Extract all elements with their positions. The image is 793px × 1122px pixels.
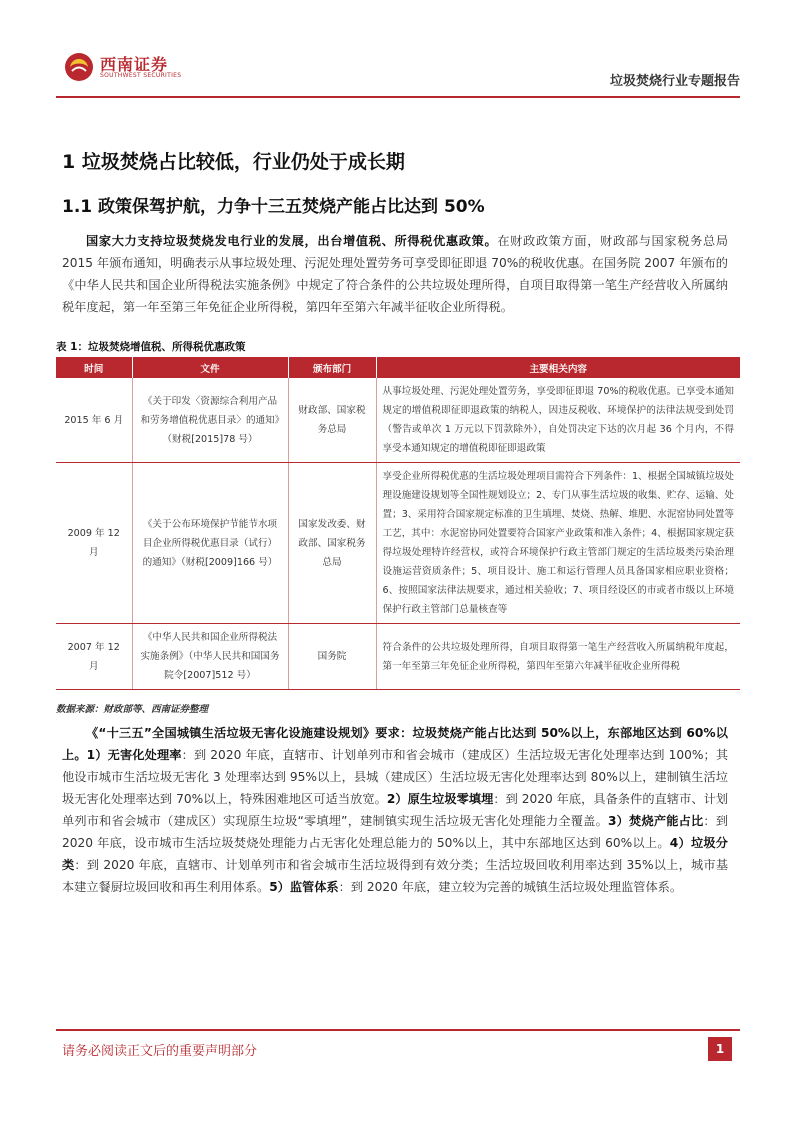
policy-table (56, 357, 740, 690)
goal-text: ：到 2020 年底，设市城市生活垃圾焚烧处理能力占无害化处理总能力的 50%以上，其中东部地区达到 60%以上。 (62, 814, 729, 850)
goal-text: ：到 2020 年底，直辖市、计划单列市和省会城市生活垃圾得到有效分类；生活垃圾回收利用率达到 35%以上，城市基本建立餐厨垃圾回收和再生利用体系。 (62, 858, 729, 894)
cell-document: 《中华人民共和国企业所得税法实施条例》（中华人民共和国国务院令[2007]512 号） (132, 624, 288, 690)
company-logo (64, 50, 184, 86)
cell-time: 2007 年 12 月 (56, 624, 132, 690)
cell-time: 2015 年 6 月 (56, 378, 132, 463)
report-title: 垃圾焚烧行业专题报告 (609, 74, 740, 89)
table-source: 数据来源：财政部等、西南证券整理 (56, 704, 209, 715)
subsection-heading: 1.1 政策保驾护航，力争十三五焚烧产能占比达到 50% (62, 197, 485, 217)
cell-document: 《关于公布环境保护节能节水项目企业所得税优惠目录（试行）的通知》（财税[2009]166 号） (132, 463, 288, 624)
page-number: 1 (708, 1037, 732, 1061)
goal-label: 1）无害化处理率 (86, 748, 182, 762)
goal-text: ：到 2020 年底，建立较为完善的城镇生活垃圾处理监管体系。 (338, 880, 683, 894)
intro-lead: 国家大力支持垃圾焚烧发电行业的发展，出台增值税、所得税优惠政策。 (86, 234, 498, 248)
plan-lead: 《“十三五”全国城镇生活垃圾无害化设施建设规划》要求：垃圾焚烧产能占比达到 50%以上，东部地区达到 60%以上。 (62, 726, 728, 762)
footer-disclaimer: 请务必阅读正文后的重要声明部分 (62, 1044, 258, 1059)
table-caption: 表 1：垃圾焚烧增值税、所得税优惠政策 (56, 341, 246, 353)
col-header-time: 时间 (56, 357, 132, 378)
logo-text-cn: 西南证券 (100, 55, 169, 74)
cell-content: 享受企业所得税优惠的生活垃圾处理项目需符合下列条件：1、根据全国城镇垃圾处理设施建设规划等全国性规划设立；2、专门从事生活垃圾的收集、贮存、运输、处置；3、采用符合国家规定标准的卫生填埋、焚烧、热解、堆肥、水泥窑协同处置等工艺，其中：水泥窑协同处置要符合国家产业政策和准入条件；4、根据国家规定获得垃圾处理特许经营权，或符合环境保护行政主管部门规定的生活垃圾类污染治理设施运营资质条件；5、项目设计、施工和运行管理人员具备国家相应职业资格；6、按照国家法律法规要求，通过相关验收；7、项目经设区的市或者市级以上环境保护行政主管部门总量核查等 (376, 463, 740, 624)
intro-body: 在财政政策方面，财政部与国家税务总局 2015 年颁布通知，明确表示从事垃圾处理、污泥处理处置劳务可享受即征即退 70%的税收优惠。在国务院 2007 年颁布的《中华人民共和国企业所得税法实施条例》中规定了符合条件的公共垃圾处理所得，自项目取得第一笔生产经营收入所属纳税年度起，第一年至第三年免征企业所得税，第四年至第六年减半征收企业所得税。 (62, 234, 729, 314)
goal-label: 3）焚烧产能占比 (607, 814, 704, 828)
logo-mark-icon (64, 52, 94, 82)
table-header-row (56, 357, 740, 378)
goal-label: 4）垃圾分类 (62, 836, 728, 872)
cell-content: 符合条件的公共垃圾处理所得，自项目取得第一笔生产经营收入所属纳税年度起，第一年至第三年免征企业所得税，第四年至第六年减半征收企业所得税 (376, 624, 740, 690)
cell-time: 2009 年 12 月 (56, 463, 132, 624)
table-row (56, 624, 740, 690)
goal-text: ：到 2020 年底，直辖市、计划单列市和省会城市（建成区）生活垃圾无害化处理率达到 100%；其他设市城市生活垃圾无害化 3 处理率达到 95%以上，县城（建成区）生活垃圾无害化处理率达到 80%以上，建制镇生活垃圾无害化处理率达到 70%以上，特殊困难地区可适当放宽。 (62, 748, 729, 806)
plan-paragraph (62, 722, 728, 898)
cell-department: 财政部、国家税务总局 (288, 378, 376, 463)
cell-content: 从事垃圾处理、污泥处理处置劳务，享受即征即退 70%的税收优惠。已享受本通知规定的增值税即征即退政策的纳税人，因违反税收、环境保护的法律法规受到处罚（警告或单次 1 万元以下罚款除外），自处罚决定下达的次月起 36 个月内，不得享受本通知规定的增值税即征即退政策 (376, 378, 740, 463)
goal-label: 5）监管体系 (269, 880, 339, 894)
col-header-department: 颁布部门 (288, 357, 376, 378)
table-row (56, 378, 740, 463)
footer-divider (56, 1029, 740, 1031)
cell-department: 国务院 (288, 624, 376, 690)
header-divider (56, 96, 740, 98)
col-header-content: 主要相关内容 (376, 357, 740, 378)
section-heading: 1 垃圾焚烧占比较低，行业仍处于成长期 (62, 151, 405, 173)
cell-department: 国家发改委、财政部、国家税务总局 (288, 463, 376, 624)
page-header (56, 44, 740, 96)
logo-text-en: SOUTHWEST SECURITIES (100, 72, 182, 79)
goal-label: 2）原生垃圾零填埋 (386, 792, 494, 806)
col-header-document: 文件 (132, 357, 288, 378)
table-row (56, 463, 740, 624)
goal-text: ：到 2020 年底，具备条件的直辖市、计划单列市和省会城市（建成区）实现原生垃圾“零填埋”，建制镇实现生活垃圾无害化处理能力全覆盖。 (62, 792, 729, 828)
intro-paragraph (62, 230, 728, 318)
cell-document: 《关于印发〈资源综合利用产品和劳务增值税优惠目录〉的通知》（财税[2015]78 号） (132, 378, 288, 463)
